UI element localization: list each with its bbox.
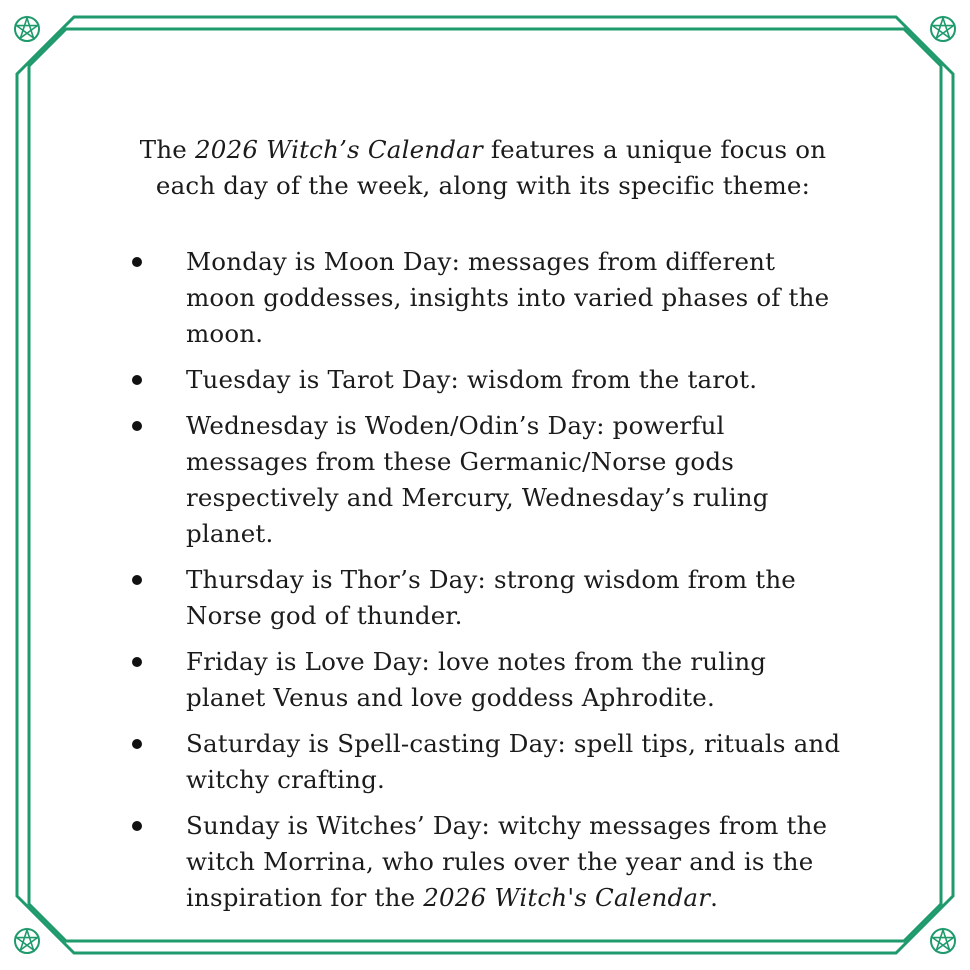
bullet-icon bbox=[132, 257, 142, 267]
pentagram-icon bbox=[931, 17, 955, 41]
bullet-icon bbox=[132, 739, 142, 749]
list-item-text: Thursday is Thor’s Day: strong wisdom from the Norse god of thunder. bbox=[186, 565, 797, 630]
list-item bbox=[118, 644, 848, 716]
day-theme-list bbox=[118, 244, 848, 916]
list-item-text bbox=[186, 811, 827, 912]
intro-paragraph bbox=[118, 132, 848, 204]
bullet-icon bbox=[132, 821, 142, 831]
list-item bbox=[118, 244, 848, 352]
list-item-text: Wednesday is Woden/Odin’s Day: powerful messages from these Germanic/Norse gods respectively and Mercury, Wednesday’s ruling planet. bbox=[186, 411, 769, 548]
list-item-text: Friday is Love Day: love notes from the ruling planet Venus and love goddess Aphrodite. bbox=[186, 647, 767, 712]
list-item-text: Tuesday is Tarot Day: wisdom from the tarot. bbox=[186, 365, 758, 394]
bullet-icon bbox=[132, 421, 142, 431]
sunday-text-end: . bbox=[710, 883, 719, 912]
list-item bbox=[118, 362, 848, 398]
intro-calendar-title: 2026 Witch’s Calendar bbox=[195, 135, 483, 164]
list-item bbox=[118, 726, 848, 798]
list-item-text: Monday is Moon Day: messages from different moon goddesses, insights into varied phases of the moon. bbox=[186, 247, 830, 348]
intro-text-end: features a unique focus on each day of the week, along with its specific theme: bbox=[155, 135, 827, 200]
list-item-text: Saturday is Spell-casting Day: spell tips, rituals and witchy crafting. bbox=[186, 729, 841, 794]
list-item bbox=[118, 408, 848, 552]
bullet-icon bbox=[132, 575, 142, 585]
intro-text-start: The bbox=[139, 135, 195, 164]
sunday-text: Sunday is Witches’ Day: witchy messages from the witch Morrina, who rules over the year and is the inspiration for the bbox=[186, 811, 828, 912]
sunday-calendar-title: 2026 Witch's Calendar bbox=[423, 883, 711, 912]
bullet-icon bbox=[132, 657, 142, 667]
list-item bbox=[118, 562, 848, 634]
content-area bbox=[118, 132, 848, 926]
pentagram-icon bbox=[931, 929, 955, 953]
pentagram-icon bbox=[15, 929, 39, 953]
pentagram-icon bbox=[15, 17, 39, 41]
list-item bbox=[118, 808, 848, 916]
bullet-icon bbox=[132, 375, 142, 385]
